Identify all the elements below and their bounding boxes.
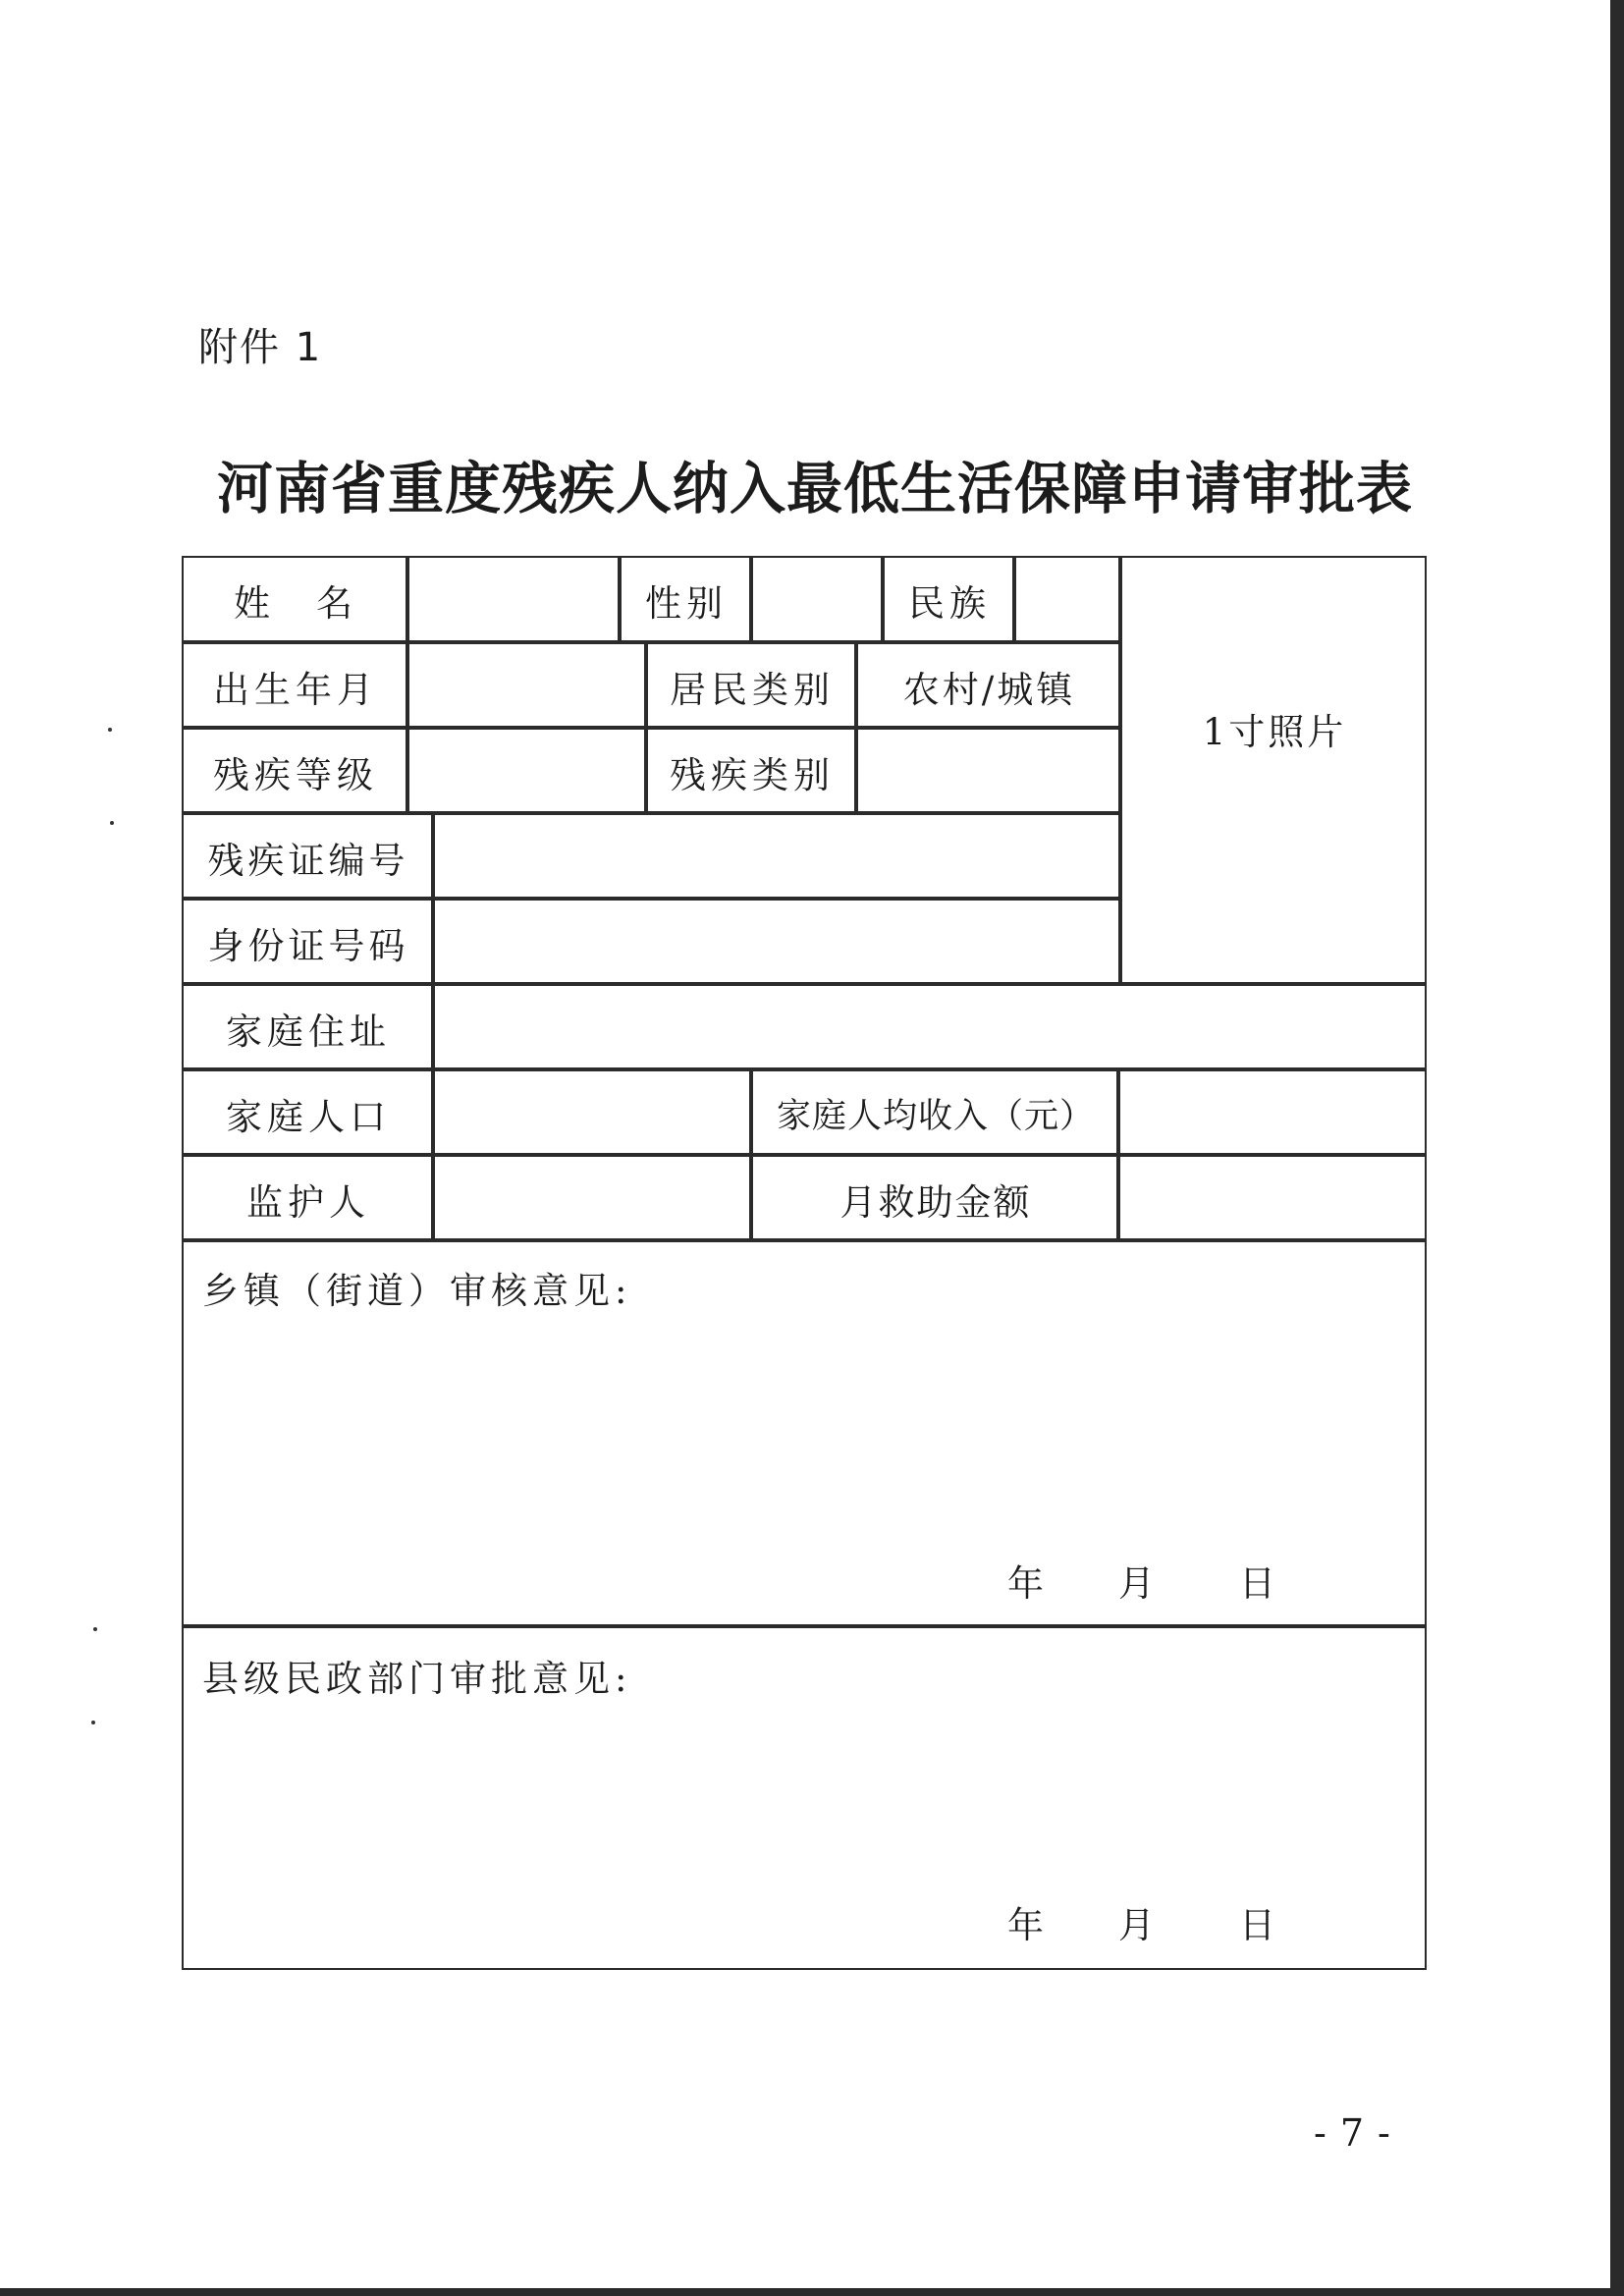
scan-speck [93,1627,97,1631]
birth-field[interactable] [407,642,646,728]
form-title: 河南省重度残疾人纳入最低生活保障申请审批表 [217,456,1413,521]
scan-edge-bottom [0,2288,1624,2296]
township-opinion-label: 乡镇（街道）审核意见: [202,1270,632,1312]
name-field[interactable] [407,556,620,642]
name-label: 姓 名 [234,582,357,625]
attachment-label: 附件 1 [198,325,323,370]
id-number-label: 身份证号码 [207,924,409,967]
county-date-day: 日 [1239,1904,1275,1946]
address-field[interactable] [433,984,1427,1069]
household-size-field[interactable] [433,1069,751,1155]
monthly-aid-label: 月救助金额 [839,1180,1032,1224]
id-number-field[interactable] [433,899,1120,984]
ethnicity-field[interactable] [1014,556,1120,642]
gender-label: 性别 [645,582,728,625]
scan-speck [110,821,114,825]
ethnicity-label: 民族 [908,582,991,625]
birth-label: 出生年月 [213,668,378,711]
address-label: 家庭住址 [226,1010,391,1053]
page-number: -7- [1314,2111,1404,2155]
resident-type-value: 农村/城镇 [902,668,1076,711]
scan-speck [108,728,112,732]
township-date-month: 月 [1118,1562,1155,1605]
guardian-label: 监护人 [246,1180,370,1224]
guardian-field[interactable] [433,1155,751,1240]
avg-income-field[interactable] [1118,1069,1427,1155]
gender-field[interactable] [751,556,883,642]
county-opinion-label: 县级民政部门审批意见: [202,1658,632,1700]
township-date-year: 年 [1007,1562,1044,1605]
avg-income-label: 家庭人均收入（元） [776,1096,1095,1136]
county-date-year: 年 [1007,1904,1044,1946]
household-size-label: 家庭人口 [226,1095,391,1138]
disability-cert-label: 残疾证编号 [207,839,409,882]
scan-edge-right [1610,0,1624,2296]
photo-label: 1寸照片 [1202,711,1347,753]
disability-level-field[interactable] [407,728,646,813]
scan-speck [91,1721,95,1724]
application-form [183,557,1428,1971]
county-date-month: 月 [1118,1904,1155,1946]
township-date-day: 日 [1239,1562,1275,1605]
disability-type-field[interactable] [856,728,1120,813]
disability-level-label: 残疾等级 [213,753,378,796]
disability-cert-field[interactable] [433,813,1120,899]
disability-type-label: 残疾类别 [670,753,835,796]
resident-type-label: 居民类别 [670,668,835,711]
monthly-aid-field[interactable] [1118,1155,1427,1240]
